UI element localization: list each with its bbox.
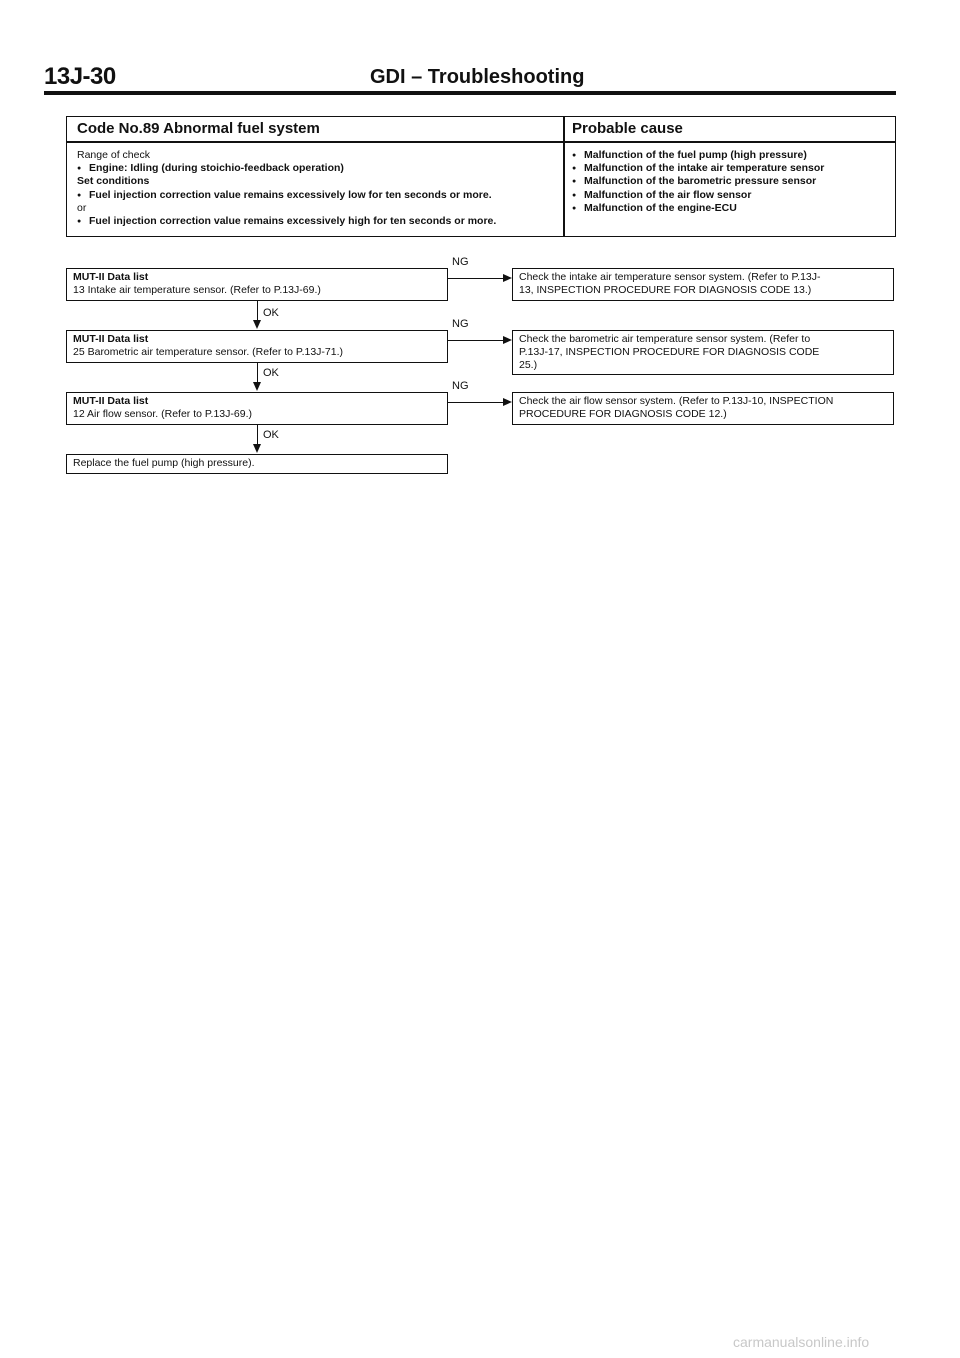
step-title: MUT-II Data list — [73, 395, 149, 407]
probable-cause-header: Probable cause — [572, 120, 683, 137]
final-step-text: Replace the fuel pump (high pressure). — [73, 457, 255, 469]
result-line: Check the barometric air temperature sensor system. (Refer to — [519, 333, 811, 345]
arrow-right-icon — [503, 336, 512, 344]
arrow-down-icon — [253, 444, 261, 453]
result-line: 13, INSPECTION PROCEDURE FOR DIAGNOSIS CODE 13.) — [519, 284, 812, 296]
arrow-down-icon — [253, 320, 261, 329]
set-condition-item: ● Fuel injection correction value remains excessively low for ten seconds or more. — [77, 189, 557, 202]
check-conditions-cell — [77, 149, 557, 228]
arrow-right-icon — [503, 398, 512, 406]
ng-connector — [448, 402, 505, 403]
or-text: or — [77, 201, 87, 214]
step-text: 12 Air flow sensor. (Refer to P.13J-69.) — [73, 408, 252, 420]
arrow-down-icon — [253, 382, 261, 391]
ng-label: NG — [452, 256, 469, 268]
result-line: PROCEDURE FOR DIAGNOSIS CODE 12.) — [519, 408, 727, 420]
ok-label: OK — [263, 307, 279, 319]
step-title: MUT-II Data list — [73, 271, 149, 283]
ng-label: NG — [452, 318, 469, 330]
code-info-table — [66, 116, 896, 237]
set-conditions-title: Set conditions — [77, 175, 150, 188]
ng-result-box — [512, 268, 894, 301]
result-line: Check the intake air temperature sensor system. (Refer to P.13J- — [519, 271, 821, 283]
footer-watermark: carmanualsonline.info — [733, 1334, 870, 1350]
flow-step-box — [66, 392, 448, 425]
result-line: P.13J-17, INSPECTION PROCEDURE FOR DIAGNOSIS CODE — [519, 346, 820, 358]
set-condition-item: ● Fuel injection correction value remains excessively high for ten seconds or more. — [77, 215, 557, 228]
ng-result-box — [512, 330, 894, 375]
ng-label: NG — [452, 380, 469, 392]
ok-label: OK — [263, 367, 279, 379]
ng-connector — [448, 340, 505, 341]
step-text: 25 Barometric air temperature sensor. (Refer to P.13J-71.) — [73, 346, 344, 358]
arrow-right-icon — [503, 274, 512, 282]
flow-step-box — [66, 330, 448, 363]
result-line: 25.) — [519, 359, 538, 371]
table-divider-horizontal — [67, 141, 895, 143]
ok-label: OK — [263, 429, 279, 441]
step-text: 13 Intake air temperature sensor. (Refer to P.13J-69.) — [73, 284, 321, 296]
cause-item: ● Malfunction of the air flow sensor — [572, 189, 892, 202]
page-number: 13J-30 — [44, 63, 116, 90]
page-title: GDI – Troubleshooting — [370, 66, 585, 88]
ng-result-box — [512, 392, 894, 425]
probable-cause-cell — [572, 149, 892, 215]
cause-item: ● Malfunction of the engine-ECU — [572, 202, 892, 215]
cause-item: ● Malfunction of the barometric pressure sensor — [572, 175, 892, 188]
result-line: Check the air flow sensor system. (Refer to P.13J-10, INSPECTION — [519, 395, 834, 407]
cause-item: ● Malfunction of the intake air temperature sensor — [572, 162, 892, 175]
final-step-box — [66, 454, 448, 474]
step-title: MUT-II Data list — [73, 333, 149, 345]
range-of-check-title: Range of check — [77, 149, 150, 161]
header-rule — [44, 91, 896, 95]
flow-step-box — [66, 268, 448, 301]
code-header: Code No.89 Abnormal fuel system — [77, 120, 320, 137]
table-divider-vertical — [563, 117, 565, 236]
range-item: ● Engine: Idling (during stoichio-feedback operation) — [77, 162, 557, 175]
cause-item: ● Malfunction of the fuel pump (high pressure) — [572, 149, 892, 162]
ng-connector — [448, 278, 505, 279]
